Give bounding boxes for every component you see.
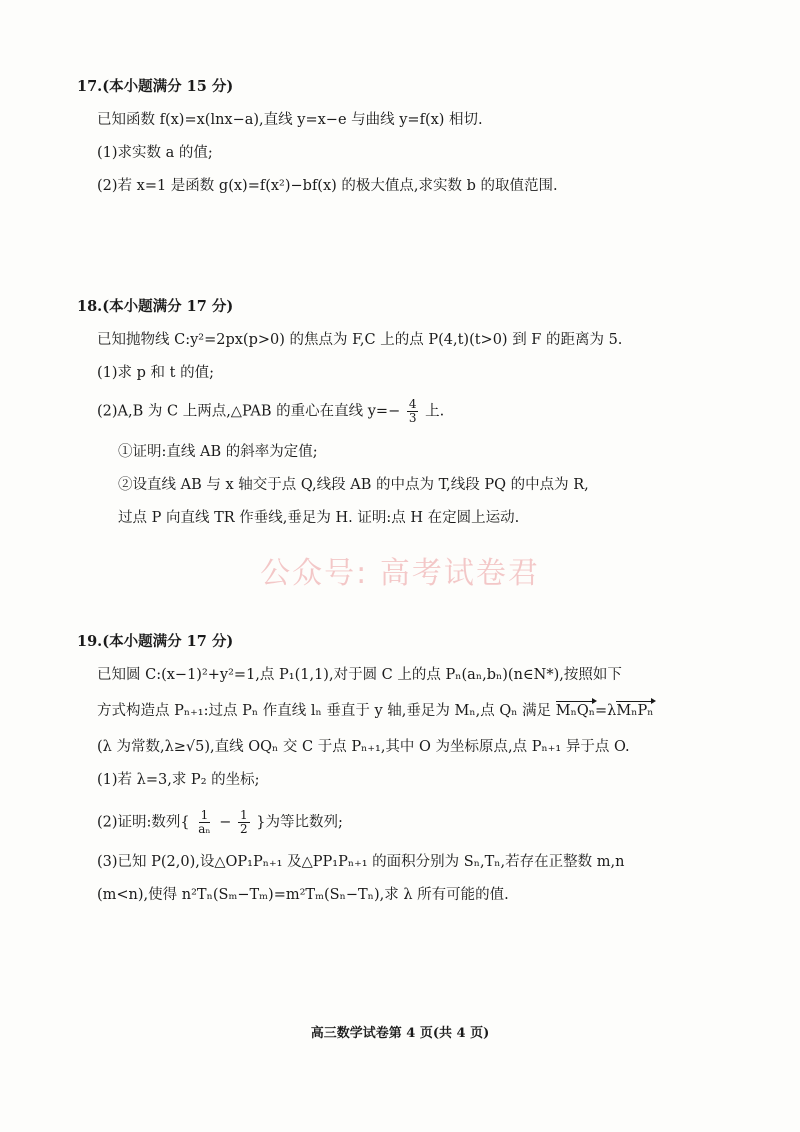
question-18-header: 18.(本小题满分 17 分) [77, 298, 234, 315]
fraction-denominator: 3 [408, 411, 417, 425]
question-19-stem-line-3: (λ 为常数,λ≥√5),直线 OQₙ 交 C 于点 Pₙ₊₁,其中 O 为坐标原点,点 Pₙ₊₁ 异于点 O. [97, 739, 630, 755]
question-18-part-1: (1)求 p 和 t 的值; [97, 365, 214, 381]
question-17-part-2: (2)若 x=1 是函数 g(x)=f(x²)−bf(x) 的极大值点,求实数 b 的取值范围. [97, 178, 558, 194]
question-18-part-2-text: (2)A,B 为 C 上两点,△PAB 的重心在直线 y=− [97, 403, 401, 420]
question-18-part-2-tail: 上. [425, 403, 445, 420]
vector-mp: MₙPₙ [616, 703, 654, 719]
fraction-numerator: 1 [200, 808, 209, 822]
page-footer: 高三数学试卷第 4 页(共 4 页) [310, 1026, 490, 1041]
question-19-part-2-tail: }为等比数列; [256, 814, 343, 831]
watermark: 公众号: 高考试卷君 [260, 556, 540, 591]
minus-sign: − [219, 814, 232, 831]
question-17-stem: 已知函数 f(x)=x(lnx−a),直线 y=x−e 与曲线 y=f(x) 相切. [97, 112, 483, 128]
question-18-stem: 已知抛物线 C:y²=2px(p>0) 的焦点为 F,C 上的点 P(4,t)(t>0) 到 F 的距离为 5. [97, 332, 623, 348]
question-17-part-1: (1)求实数 a 的值; [97, 145, 213, 161]
question-18-sub-2-line-2: 过点 P 向直线 TR 作垂线,垂足为 H. 证明:点 H 在定圆上运动. [118, 510, 520, 526]
question-18-sub-2-line-1: ②设直线 AB 与 x 轴交于点 Q,线段 AB 的中点为 T,线段 PQ 的中点为 R, [118, 477, 589, 493]
fraction-four-thirds [407, 398, 419, 425]
question-19-part-1: (1)若 λ=3,求 P₂ 的坐标; [97, 772, 260, 788]
fraction-denominator: 2 [240, 822, 248, 836]
fraction-one-half [238, 809, 250, 836]
vector-mq: MₙQₙ [555, 703, 595, 719]
question-17-header: 17.(本小题满分 15 分) [77, 78, 234, 95]
vector-equals: =λ [595, 703, 617, 719]
question-19-stem-line-2 [97, 701, 654, 721]
question-19-header: 19.(本小题满分 17 分) [77, 633, 234, 650]
question-19-part-3-line-2: (m<n),使得 n²Tₙ(Sₘ−Tₘ)=m²Tₘ(Sₙ−Tₙ),求 λ 所有可能的值. [97, 887, 509, 903]
question-19-stem-line-1: 已知圆 C:(x−1)²+y²=1,点 P₁(1,1),对于圆 C 上的点 Pₙ(aₙ,bₙ)(n∈N*),按照如下 [97, 667, 622, 683]
question-18-sub-1: ①证明:直线 AB 的斜率为定值; [118, 444, 318, 460]
fraction-one-over-an [196, 809, 212, 836]
question-19-stem-line-2-text: 方式构造点 Pₙ₊₁:过点 Pₙ 作直线 lₙ 垂直于 y 轴,垂足为 Mₙ,点 Qₙ 满足 [97, 703, 552, 719]
fraction-numerator: 1 [240, 808, 248, 822]
question-19-part-2-text: (2)证明:数列{ [97, 814, 190, 831]
question-19-part-2 [97, 809, 343, 836]
question-19-part-3-line-1: (3)已知 P(2,0),设△OP₁Pₙ₊₁ 及△PP₁Pₙ₊₁ 的面积分别为 Sₙ,Tₙ,若存在正整数 m,n [97, 854, 625, 870]
question-18-part-2 [97, 398, 444, 425]
fraction-denominator: aₙ [198, 822, 211, 836]
fraction-numerator: 4 [408, 397, 417, 411]
